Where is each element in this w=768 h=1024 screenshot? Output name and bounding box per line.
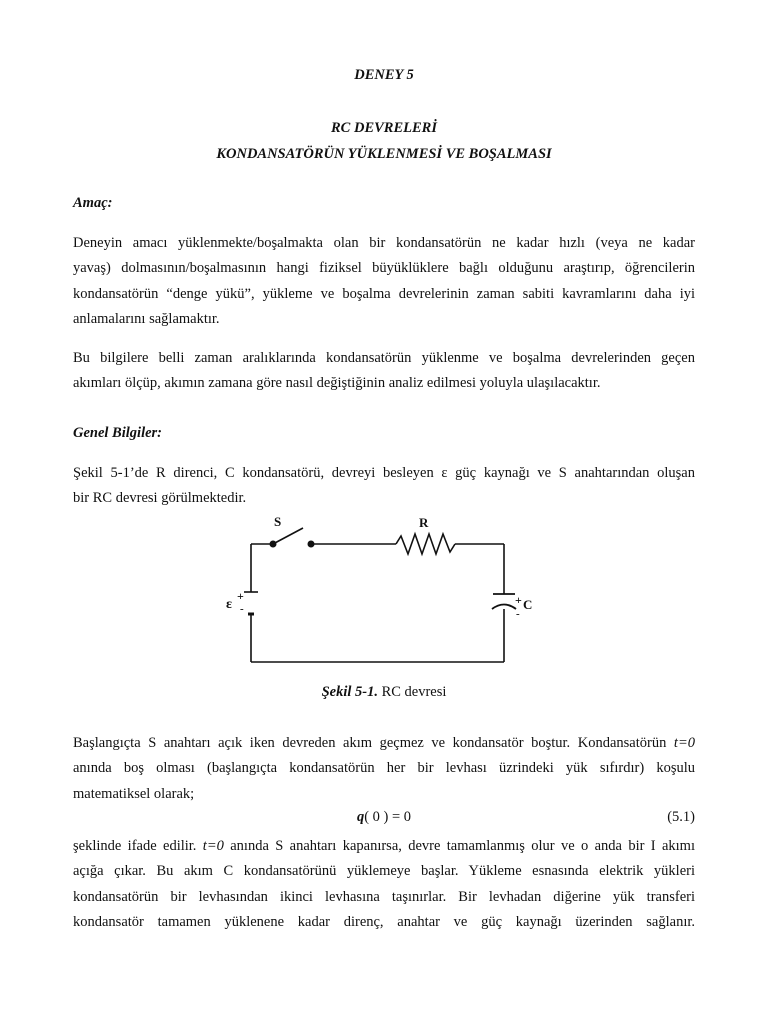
aim-paragraph-2 — [73, 346, 695, 397]
capacitor-plate-curved — [492, 605, 516, 610]
figure-caption — [0, 684, 768, 701]
capacitor-plus: + — [515, 593, 522, 607]
capacitor-minus: - — [516, 608, 520, 620]
general-paragraph-1 — [73, 461, 695, 512]
rc-circuit-diagram — [220, 514, 550, 674]
equation-number: (5.1) — [667, 809, 695, 825]
caption-figure-number: Şekil 5-1. — [321, 684, 378, 700]
text-segment: anında S anahtarı kapanırsa, devre tamamlanmış olur ve o anda bir I akımı — [223, 838, 695, 854]
source-plus: + — [237, 589, 244, 603]
text-line: yavaş) dolmasının/boşalmasının hangi fiziksel büyüklüklere bağlı olduğunu araştırıp, öğrencilerin — [73, 260, 695, 277]
general-info-heading: Genel Bilgiler: — [73, 425, 163, 441]
text-line: Deneyin amacı yüklenmekte/boşalmakta olan bir kondansatörün ne kadar hızlı (veya ne kadar — [73, 235, 695, 251]
time-variable: t=0 — [673, 735, 695, 751]
text-line: Şekil 5-1’de R direnci, C kondansatörü, devreyi besleyen ε güç kaynağı ve S anahtarından oluşan — [73, 465, 695, 481]
aim-paragraph-1 — [73, 231, 695, 332]
text-line: anlamalarını sağlamaktır. — [73, 310, 220, 327]
source-minus: - — [240, 603, 244, 615]
text-line: Bu bilgilere belli zaman aralıklarında kondansatörün yüklenme ve boşalma devrelerinden geçen — [73, 350, 695, 366]
text-line: matematiksel olarak; — [73, 785, 195, 802]
text-line — [73, 834, 695, 859]
equation-body — [73, 809, 695, 826]
text-line: akımları ölçüp, akımın zamana göre nasıl değiştiğinin analiz edilmesi yoluyla ulaşılacaktır. — [73, 375, 601, 392]
text-line — [73, 731, 695, 756]
text-line: kondansatör tamamen yüklenene kadar direnç, anahtar ve güç kaynağı üzerinden sağlanır. — [73, 913, 695, 930]
text-line: kondansatörün bir levhasından ikinci levhasına taşınırlar. Bir levhadan diğerine yük transferi — [73, 888, 695, 905]
text-line: bir RC devresi görülmektedir. — [73, 490, 247, 507]
text-segment: Başlangıçta S anahtarı açık iken devreden akım geçmez ve kondansatör boştur. Kondansatörün — [73, 735, 674, 751]
switch-lever — [273, 528, 303, 544]
switch-label: S — [274, 514, 282, 529]
title-line-1: RC DEVRELERİ — [331, 120, 437, 136]
text-line: açığa çıkar. Bu akım C kondansatörünü yüklemeye başlar. Yükleme esnasında elektrik yükleri — [73, 863, 695, 880]
capacitor-label: C — [523, 597, 533, 612]
text-line: kondansatörün “denge yükü”, yükleme ve boşalma devrelerinin zaman sabiti kavramlarını daha iyi — [73, 285, 695, 302]
equation-5-1 — [73, 809, 695, 831]
equation-args: ( 0 ) = 0 — [364, 809, 412, 825]
body-paragraph-2 — [73, 834, 695, 935]
caption-text: RC devresi — [377, 684, 447, 700]
text-segment: şeklinde ifade edilir. — [73, 838, 203, 854]
equation-q: q — [356, 809, 365, 825]
time-variable: t=0 — [202, 838, 224, 854]
body-paragraph-1 — [73, 731, 695, 807]
resistor-zigzag — [396, 534, 455, 554]
source-label: ε — [226, 597, 232, 612]
title-line-2: KONDANSATÖRÜN YÜKLENMESİ VE BOŞALMASI — [216, 146, 552, 162]
resistor-label: R — [419, 515, 429, 530]
aim-heading: Amaç: — [73, 195, 113, 211]
text-line: anında boş olması (başlangıçta kondansatörün her bir levhası üzrindeki yük sıfırdır) koşulu — [73, 760, 695, 777]
experiment-number: DENEY 5 — [354, 67, 414, 83]
